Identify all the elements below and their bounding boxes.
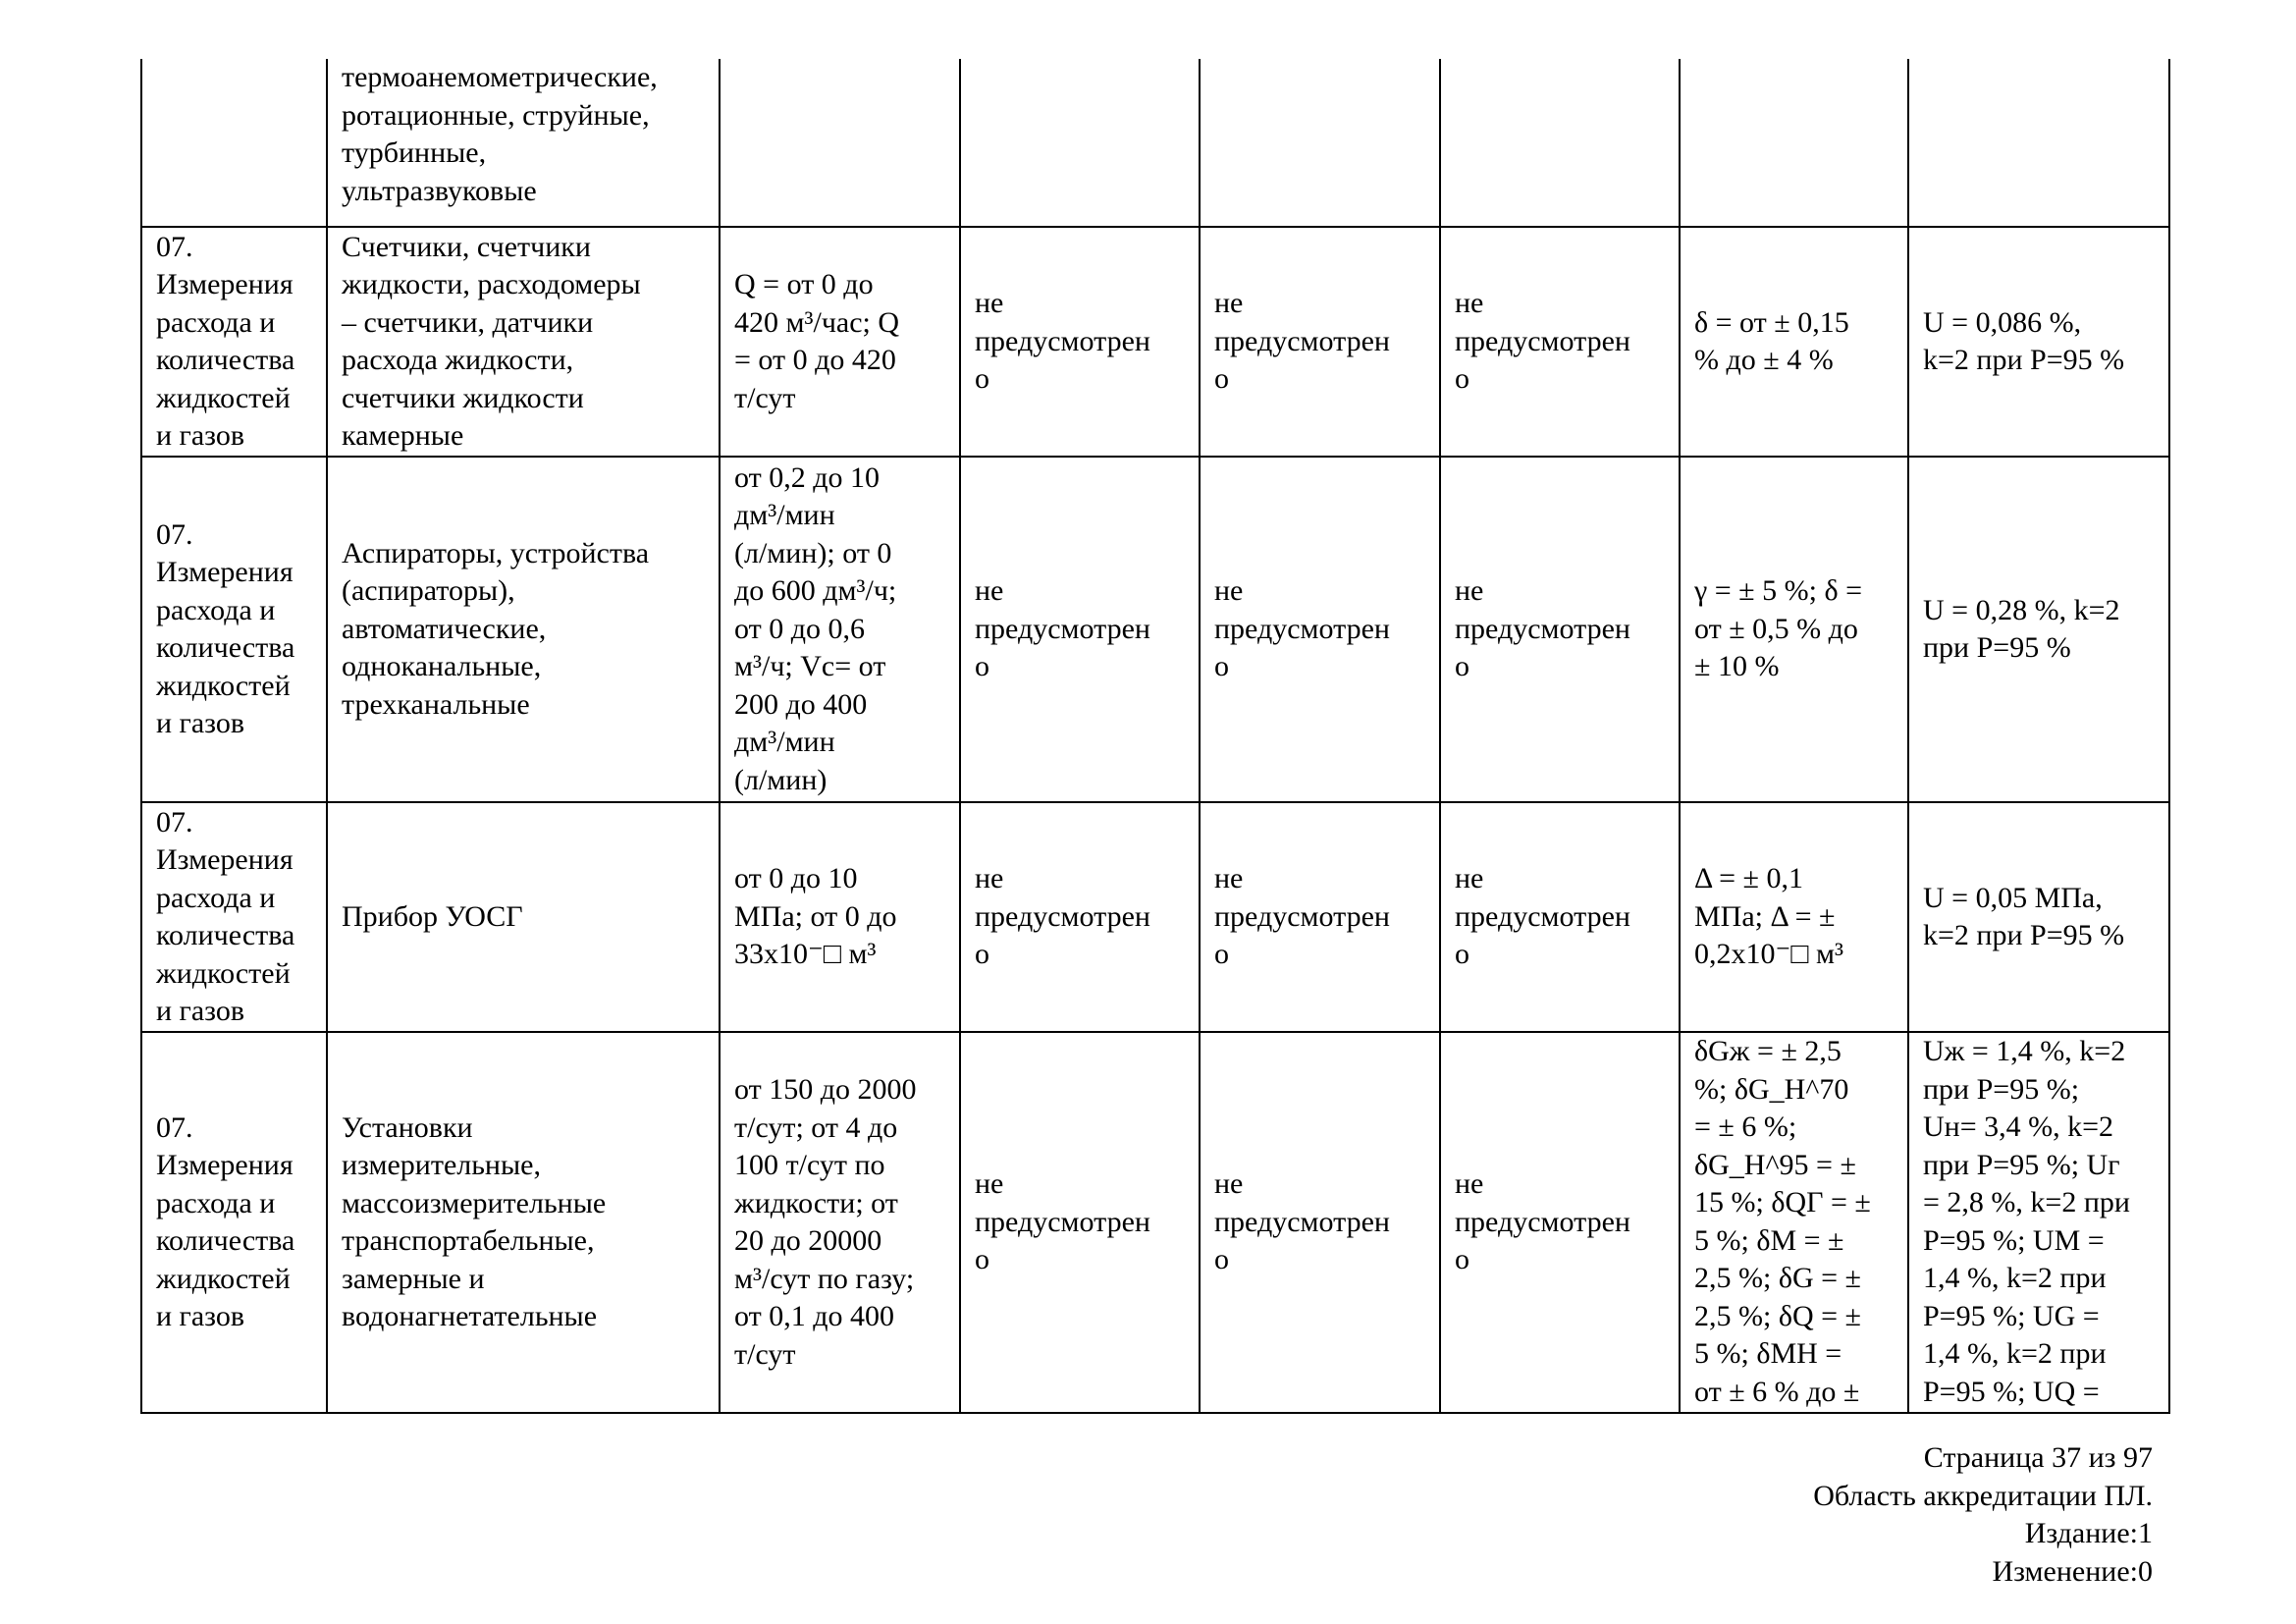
table-row	[141, 1032, 2169, 1413]
document-scope: Область аккредитации ПЛ.	[1813, 1479, 2153, 1512]
cell-accuracy: Δ = ± 0,1 МПа; Δ = ± 0,2x10⁻□ м³	[1680, 802, 1908, 1032]
table-row	[141, 59, 2169, 227]
cell-instrument-type: Аспираторы, устройства (аспираторы), автоматические, одноканальные, трехканальные	[327, 457, 720, 802]
cell-col-5	[1200, 59, 1440, 227]
cell-measurement-area: 07. Измерения расхода и количества жидкостей и газов	[141, 227, 327, 457]
cell-col-6: не предусмотрен о	[1440, 457, 1680, 802]
cell-accuracy: δGж = ± 2,5 %; δG_H^70 = ± 6 %; δG_H^95 = ± 15 %; δQГ = ± 5 %; δM = ± 2,5 %; δG = ± 2,5 %; δQ = ± 5 %; δMH = от ± 6 % до ±	[1680, 1032, 1908, 1413]
cell-uncertainty: Uж = 1,4 %, k=2 при P=95 %; Uн= 3,4 %, k=2 при P=95 %; Uг = 2,8 %, k=2 при P=95 %; UM = 1,4 %, k=2 при P=95 %; UG = 1,4 %, k=2 при P=95 %; UQ =	[1908, 1032, 2169, 1413]
cell-col-6: не предусмотрен о	[1440, 1032, 1680, 1413]
cell-measurement-area	[141, 59, 327, 227]
cell-col-6: не предусмотрен о	[1440, 227, 1680, 457]
cell-col-4: не предусмотрен о	[960, 1032, 1200, 1413]
cell-measurement-range: от 150 до 2000 т/сут; от 4 до 100 т/сут по жидкости; от 20 до 20000 м³/сут по газу; от 0,1 до 400 т/сут	[720, 1032, 960, 1413]
cell-uncertainty: U = 0,28 %, k=2 при P=95 %	[1908, 457, 2169, 802]
cell-uncertainty: U = 0,086 %, k=2 при P=95 %	[1908, 227, 2169, 457]
cell-col-4	[960, 59, 1200, 227]
cell-col-4: не предусмотрен о	[960, 457, 1200, 802]
cell-measurement-area: 07. Измерения расхода и количества жидкостей и газов	[141, 457, 327, 802]
cell-measurement-range	[720, 59, 960, 227]
edition: Издание:1	[2024, 1517, 2153, 1549]
cell-col-5: не предусмотрен о	[1200, 457, 1440, 802]
cell-col-6: не предусмотрен о	[1440, 802, 1680, 1032]
cell-col-4: не предусмотрен о	[960, 802, 1200, 1032]
cell-col-5: не предусмотрен о	[1200, 1032, 1440, 1413]
cell-col-4: не предусмотрен о	[960, 227, 1200, 457]
table-row	[141, 457, 2169, 802]
cell-col-6	[1440, 59, 1680, 227]
cell-instrument-type: Установки измерительные, массоизмерительные транспортабельные, замерные и водонагнетательные	[327, 1032, 720, 1413]
cell-measurement-area: 07. Измерения расхода и количества жидкостей и газов	[141, 802, 327, 1032]
cell-measurement-range: от 0 до 10 МПа; от 0 до 33x10⁻□ м³	[720, 802, 960, 1032]
cell-col-5: не предусмотрен о	[1200, 227, 1440, 457]
cell-accuracy: γ = ± 5 %; δ = от ± 0,5 % до ± 10 %	[1680, 457, 1908, 802]
cell-measurement-range: Q = от 0 до 420 м³/час; Q = от 0 до 420 т/сут	[720, 227, 960, 457]
cell-accuracy: δ = от ± 0,15 % до ± 4 %	[1680, 227, 1908, 457]
cell-instrument-type: термоанемометрические, ротационные, струйные, турбинные, ультразвуковые	[327, 59, 720, 227]
table-row	[141, 802, 2169, 1032]
cell-col-5: не предусмотрен о	[1200, 802, 1440, 1032]
cell-instrument-type: Счетчики, счетчики жидкости, расходомеры – счетчики, датчики расхода жидкости, счетчики жидкости камерные	[327, 227, 720, 457]
cell-uncertainty	[1908, 59, 2169, 227]
cell-instrument-type: Прибор УОСГ	[327, 802, 720, 1032]
accreditation-table	[140, 59, 2170, 1414]
cell-uncertainty: U = 0,05 МПа, k=2 при P=95 %	[1908, 802, 2169, 1032]
cell-measurement-area: 07. Измерения расхода и количества жидкостей и газов	[141, 1032, 327, 1413]
page-number: Страница 37 из 97	[1923, 1441, 2153, 1474]
table-row	[141, 227, 2169, 457]
cell-accuracy	[1680, 59, 1908, 227]
change: Изменение:0	[1992, 1554, 2153, 1588]
cell-measurement-range: от 0,2 до 10 дм³/мин (л/мин); от 0 до 600 дм³/ч; от 0 до 0,6 м³/ч; Vc= от 200 до 400 дм³/мин (л/мин)	[720, 457, 960, 802]
page-footer	[1813, 1439, 2153, 1591]
